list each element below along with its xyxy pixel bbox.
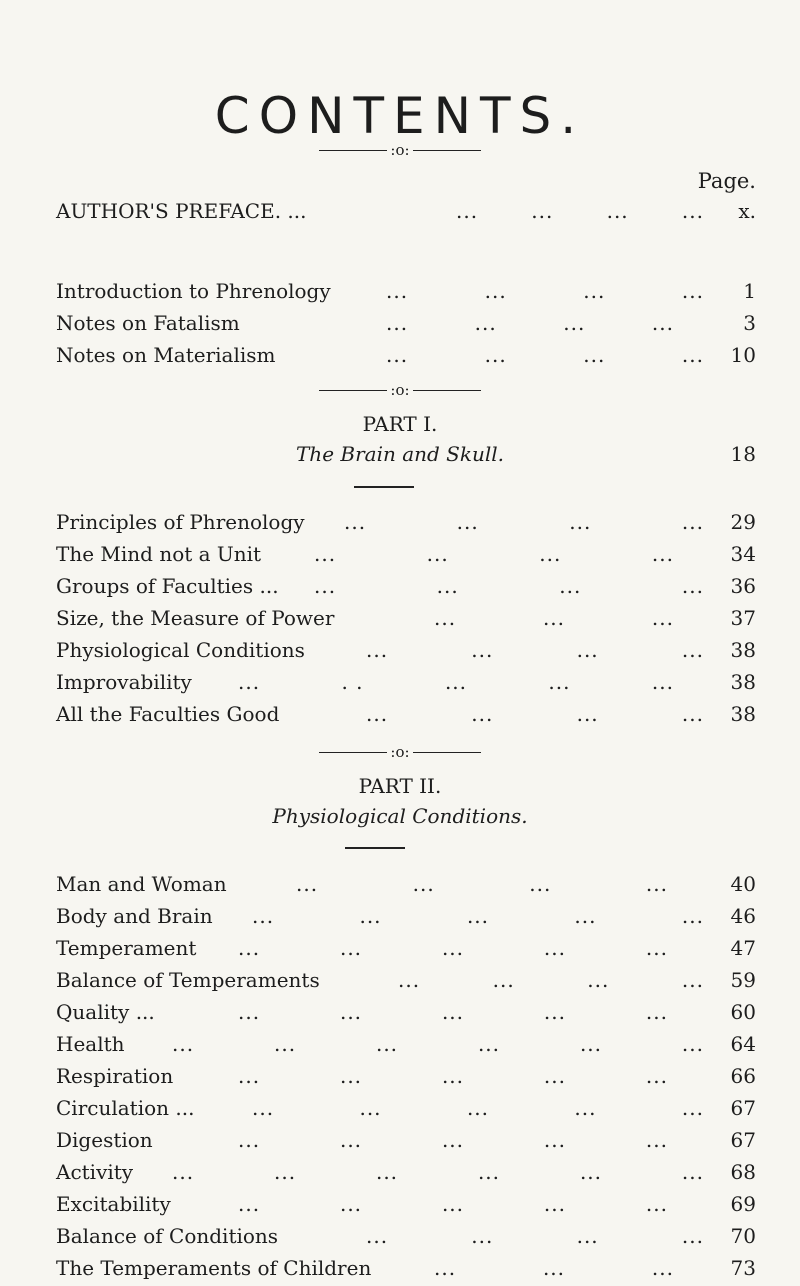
toc-entry [56,998,756,1026]
toc-entry-label: The Mind not a Unit [56,542,262,566]
leader: ... [587,968,610,992]
section-rule [354,486,414,488]
toc-leader-dots [366,1222,704,1250]
leader: ... [645,1000,668,1024]
toc-leader-dots [314,540,674,568]
leader: ... [456,199,479,223]
leader: ... [441,1064,465,1088]
leader: ... [252,904,275,928]
leader: ... [339,1192,363,1216]
leader: ... [681,199,704,223]
toc-entry-label: Improvability [56,670,192,694]
toc-entry-label: Activity [56,1160,134,1184]
separator-line [413,752,481,753]
leader: ... [441,1000,465,1024]
toc-leader-dots [252,902,704,930]
toc-entry [56,636,756,664]
toc-entry-label: Introduction to Phrenology [56,279,331,303]
toc-entry [56,540,756,568]
toc-entry-page: 29 [730,510,756,534]
part-heading: PART I. [362,412,438,436]
toc-entry-label: Groups of Faculties ... [56,574,279,598]
toc-entry [56,1190,756,1218]
toc-entry-label: Size, the Measure of Power [56,606,335,630]
leader: ... [681,510,704,534]
leader: ... [412,872,435,896]
leader: ... [681,904,704,928]
toc-leader-dots [366,636,704,664]
leader: ... [543,936,566,960]
toc-entry-page: 67 [730,1096,756,1120]
leader: ... [645,936,668,960]
toc-entry-label: Temperament [56,936,197,960]
leader: ... [563,311,586,335]
toc-entry-page: 10 [730,343,756,367]
toc-entry-page: 59 [730,968,756,992]
separator-mark: :o: [390,141,410,159]
toc-entry-page: 70 [730,1224,756,1248]
part-subtitle-page: 18 [730,442,756,466]
leader: ... [583,279,606,303]
toc-leader-dots [398,966,704,994]
leader: ... [681,1160,704,1184]
toc-entry-label: Man and Woman [56,872,227,896]
leader: ... [645,1128,668,1152]
toc-leader-dots [238,998,668,1026]
leader: ... [645,872,668,896]
leader: ... [681,638,704,662]
toc-leader-dots [296,870,668,898]
toc-entry [56,934,756,962]
leader: ... [471,638,494,662]
leader: ... [314,542,337,566]
leader: ... [474,311,497,335]
leader: ... [339,1000,363,1024]
toc-entry-label: Notes on Materialism [56,343,276,367]
toc-leader-dots [238,1126,668,1154]
leader: ... [681,968,704,992]
leader: ... [559,574,582,598]
leader: ... [466,904,490,928]
leader: ... [651,542,674,566]
toc-entry [56,1030,756,1058]
toc-entry-page: 46 [730,904,756,928]
toc-entry [56,572,756,600]
leader: ... [681,1224,704,1248]
toc-entry-page: 34 [730,542,756,566]
leader: ... [542,606,566,630]
leader: ... [477,1032,501,1056]
leader: ... [426,542,449,566]
leader: ... [238,670,261,694]
toc-entry [56,1222,756,1250]
toc-entry-page: 67 [730,1128,756,1152]
toc-entry-preface [56,197,756,225]
toc-entry-label: Quality ... [56,1000,155,1024]
leader: ... [543,1000,566,1024]
toc-entry [56,341,756,369]
separator-line [319,150,387,151]
toc-leader-dots [252,1094,704,1122]
toc-entry-label: Balance of Conditions [56,1224,279,1248]
toc-leader-dots [172,1030,704,1058]
toc-entry-label: Digestion [56,1128,153,1152]
toc-entry-label: Notes on Fatalism [56,311,240,335]
leader: ... [681,343,704,367]
leader: ... [543,1192,566,1216]
toc-entry-page: 47 [730,936,756,960]
leader: ... [542,1256,566,1280]
toc-entry-page: 38 [730,670,756,694]
toc-entry-page: 40 [730,872,756,896]
toc-leader-dots [314,572,704,600]
toc-entry [56,277,756,305]
leader: . . [341,670,364,694]
toc-leader-dots [386,277,704,305]
leader: ... [339,936,363,960]
toc-entry [56,668,756,696]
leader: ... [681,1032,704,1056]
toc-entry-page: 3 [743,311,756,335]
leader: ... [681,279,704,303]
leader: ... [434,606,457,630]
leader: ... [238,936,261,960]
toc-entry-label: Excitability [56,1192,171,1216]
leader: ... [172,1160,195,1184]
page-column-heading: Page. [697,169,756,193]
toc-leader-dots [386,341,704,369]
toc-entry-page: 69 [730,1192,756,1216]
leader: ... [484,279,507,303]
toc-leader-dots [456,197,704,225]
leader: ... [576,638,599,662]
toc-entry-label: Balance of Temperaments [56,968,320,992]
toc-entry-label: Respiration [56,1064,174,1088]
leader: ... [314,574,337,598]
leader: ... [569,510,592,534]
leader: ... [583,343,606,367]
leader: ... [471,702,494,726]
toc-leader-dots [434,1254,674,1282]
leader: ... [681,702,704,726]
toc-entry-page: 36 [730,574,756,598]
separator [0,141,800,159]
leader: ... [466,1096,490,1120]
toc-leader-dots [238,1062,668,1090]
separator-mark: :o: [390,743,410,761]
leader: ... [477,1160,501,1184]
leader: ... [651,1256,674,1280]
page-title: CONTENTS. [214,87,586,145]
leader: ... [576,1224,599,1248]
leader: ... [471,1224,494,1248]
leader: ... [386,343,409,367]
leader: ... [238,1192,261,1216]
leader: ... [484,343,507,367]
toc-entry-page: 37 [730,606,756,630]
leader: ... [434,1256,457,1280]
toc-leader-dots [238,668,674,696]
toc-entry [56,902,756,930]
leader: ... [344,510,367,534]
toc-entry [56,870,756,898]
toc-leader-dots [434,604,674,632]
leader: ... [172,1032,195,1056]
part-subtitle: The Brain and Skull. [295,442,505,466]
leader: ... [651,606,674,630]
leader: ... [238,1064,261,1088]
leader: ... [359,904,382,928]
toc-leader-dots [386,309,674,337]
leader: ... [436,574,459,598]
separator-line [319,390,387,391]
toc-leader-dots [344,508,704,536]
leader: ... [529,872,552,896]
separator-mark: :o: [390,381,410,399]
leader: ... [273,1032,297,1056]
toc-entry-page: 38 [730,638,756,662]
toc-entry [56,1254,756,1282]
toc-entry [56,1126,756,1154]
leader: ... [366,702,389,726]
separator [0,743,800,761]
toc-entry-page: 1 [743,279,756,303]
toc-entry-label: Body and Brain [56,904,213,928]
toc-entry [56,1158,756,1186]
leader: ... [296,872,319,896]
leader: ... [456,510,479,534]
part-subtitle: Physiological Conditions. [272,804,528,828]
leader: ... [645,1192,668,1216]
toc-entry-page: 60 [730,1000,756,1024]
leader: ... [579,1032,603,1056]
leader: ... [681,574,704,598]
toc-entry [56,508,756,536]
toc-entry-label: Health [56,1032,125,1056]
toc-entry-label: All the Faculties Good [56,702,280,726]
leader: ... [441,936,465,960]
toc-entry [56,1062,756,1090]
separator [0,381,800,399]
leader: ... [375,1160,399,1184]
leader: ... [651,311,674,335]
leader: ... [548,670,571,694]
toc-entry-page: 66 [730,1064,756,1088]
separator-line [413,390,481,391]
leader: ... [543,1064,566,1088]
toc-entry-page: 64 [730,1032,756,1056]
leader: ... [681,1096,704,1120]
section-rule [345,847,405,849]
toc-entry-page: 73 [730,1256,756,1280]
leader: ... [492,968,515,992]
toc-entry [56,700,756,728]
toc-entry-label: The Temperaments of Children [56,1256,372,1280]
leader: ... [273,1160,297,1184]
leader: ... [651,670,674,694]
toc-entry-label: Physiological Conditions [56,638,305,662]
toc-entry [56,604,756,632]
leader: ... [252,1096,275,1120]
leader: ... [543,1128,566,1152]
leader: ... [238,1128,261,1152]
leader: ... [444,670,468,694]
leader: ... [576,702,599,726]
leader: ... [441,1192,465,1216]
toc-leader-dots [366,700,704,728]
toc-entry-page: x. [738,199,756,223]
leader: ... [386,311,409,335]
toc-entry [56,966,756,994]
toc-entry [56,309,756,337]
leader: ... [441,1128,465,1152]
part-heading: PART II. [358,774,442,798]
separator-line [413,150,481,151]
leader: ... [375,1032,399,1056]
leader: ... [366,638,389,662]
toc-leader-dots [238,934,668,962]
toc-entry-label: Circulation ... [56,1096,195,1120]
toc-leader-dots [238,1190,668,1218]
leader: ... [579,1160,603,1184]
toc-leader-dots [172,1158,704,1186]
leader: ... [366,1224,389,1248]
leader: ... [238,1000,261,1024]
leader: ... [645,1064,668,1088]
toc-entry-page: 38 [730,702,756,726]
leader: ... [386,279,409,303]
leader: ... [339,1064,363,1088]
toc-entry-page: 68 [730,1160,756,1184]
leader: ... [531,199,554,223]
toc-entry-label: Principles of Phrenology [56,510,305,534]
leader: ... [574,904,597,928]
toc-entry-label: AUTHOR'S PREFACE. ... [56,199,307,223]
leader: ... [398,968,421,992]
toc-entry [56,1094,756,1122]
leader: ... [574,1096,597,1120]
leader: ... [606,199,629,223]
leader: ... [339,1128,363,1152]
leader: ... [539,542,562,566]
leader: ... [359,1096,382,1120]
separator-line [319,752,387,753]
